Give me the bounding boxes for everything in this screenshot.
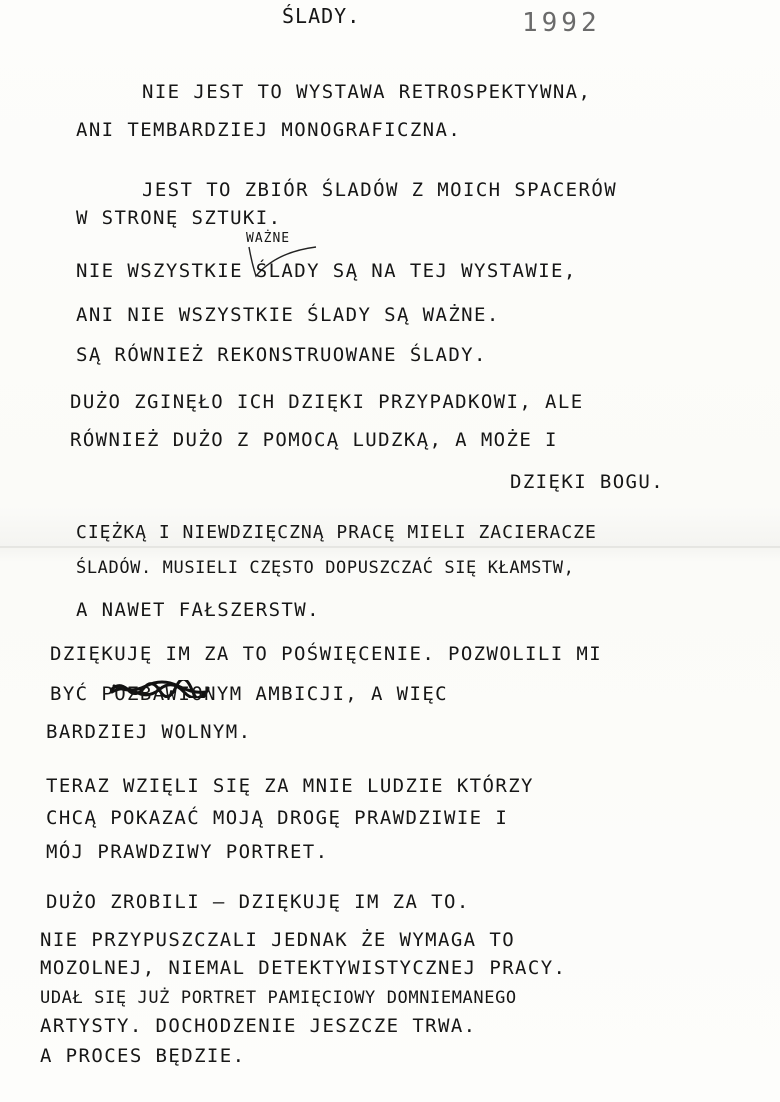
letter-line-2: ANI TEMBARDZIEJ MONOGRAFICZNA. <box>76 119 462 141</box>
letter-line-9: RÓWNIEŻ DUŻO Z POMOCĄ LUDZKĄ, A MOŻE I <box>70 429 558 451</box>
letter-line-10: DZIĘKI BOGU. <box>510 471 665 493</box>
letter-line-15: BYĆ POZBAWIONYM AMBICJI, A WIĘC <box>50 683 449 705</box>
letter-line-3: JEST TO ZBIÓR ŚLADÓW Z MOICH SPACERÓW <box>142 179 618 201</box>
letter-line-21: NIE PRZYPUSZCZALI JEDNAK ŻE WYMAGA TO <box>40 929 516 951</box>
letter-line-25: A PROCES BĘDZIE. <box>40 1045 246 1067</box>
letter-line-6: ANI NIE WSZYSTKIE ŚLADY SĄ WAŻNE. <box>76 304 500 326</box>
letter-line-8: DUŻO ZGINĘŁO ICH DZIĘKI PRZYPADKOWI, ALE <box>70 391 584 413</box>
letter-year: 1992 <box>522 8 601 38</box>
letter-title: ŚLADY. <box>282 4 361 28</box>
letter-line-17: TERAZ WZIĘLI SIĘ ZA MNIE LUDZIE KTÓRZY <box>46 775 534 797</box>
letter-line-19: MÓJ PRAWDZIWY PORTRET. <box>46 841 329 863</box>
letter-line-7: SĄ RÓWNIEŻ REKONSTRUOWANE ŚLADY. <box>76 344 487 366</box>
letter-line-23: UDAŁ SIĘ JUŻ PORTRET PAMIĘCIOWY DOMNIEMANEGO <box>40 988 517 1008</box>
letter-line-12: ŚLADÓW. MUSIELI CZĘSTO DOPUSZCZAĆ SIĘ KŁAMSTW, <box>76 558 575 578</box>
letter-line-16: BARDZIEJ WOLNYM. <box>46 721 252 743</box>
letter-line-13: A NAWET FAŁSZERSTW. <box>76 599 320 621</box>
paper-fold <box>0 546 780 548</box>
letter-line-18: CHCĄ POKAZAĆ MOJĄ DROGĘ PRAWDZIWIE I <box>46 807 509 829</box>
letter-line-5: NIE WSZYSTKIE ŚLADY SĄ NA TEJ WYSTAWIE, <box>76 260 577 282</box>
letter-line-24: ARTYSTY. DOCHODZENIE JESZCZE TRWA. <box>40 1015 477 1037</box>
letter-line-11: CIĘŻKĄ I NIEWDZIĘCZNĄ PRACĘ MIELI ZACIERACZE <box>76 522 597 543</box>
letter-line-4: W STRONĘ SZTUKI. <box>76 207 282 229</box>
letter-line-14: DZIĘKUJĘ IM ZA TO POŚWIĘCENIE. POZWOLILI MI <box>50 643 603 665</box>
letter-line-20: DUŻO ZROBILI – DZIĘKUJĘ IM ZA TO. <box>46 891 470 913</box>
letter-line-1: NIE JEST TO WYSTAWA RETROSPEKTYWNA, <box>142 81 592 103</box>
inserted-word: WAŻNE <box>246 231 291 246</box>
letter-line-22: MOZOLNEJ, NIEMAL DETEKTYWISTYCZNEJ PRACY. <box>40 957 567 979</box>
